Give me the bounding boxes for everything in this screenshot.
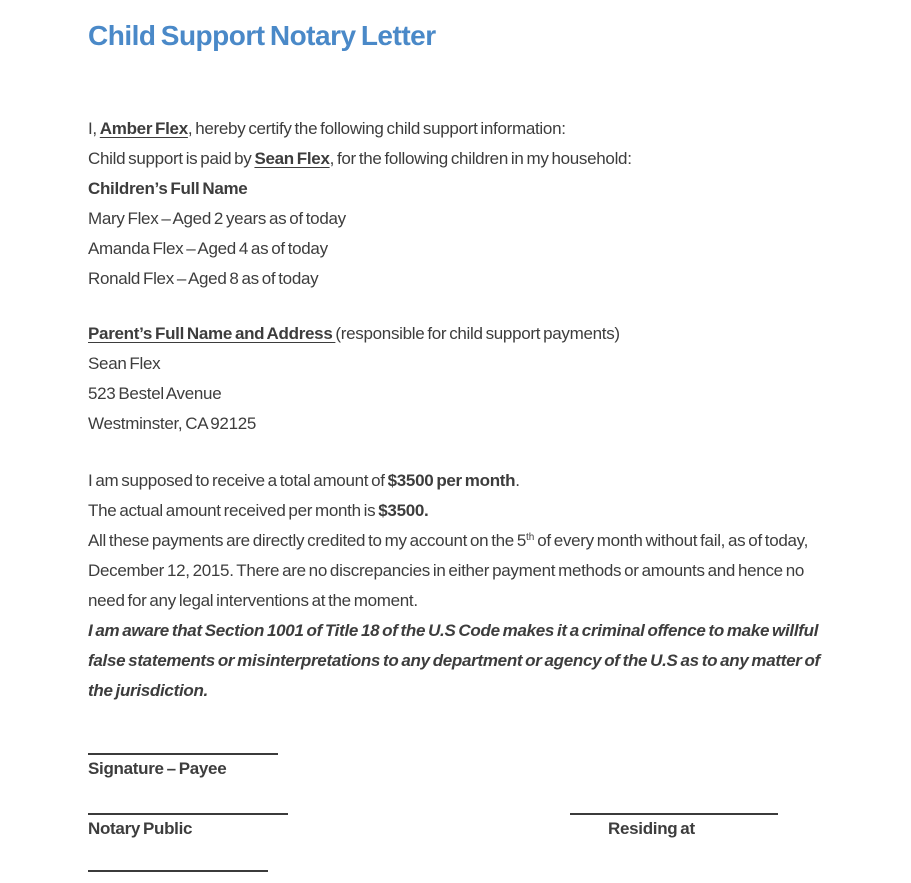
notary-label: Notary Public [88,819,193,838]
intro-line-1-post: , hereby certify the following child support information: [187,119,566,138]
payee-signature-label: Signature – Payee [88,759,227,778]
payee-name: Amber Flex [99,119,188,138]
parent-section [88,319,838,439]
residing-label: Residing at [608,819,695,838]
payer-name: Sean Flex [254,149,330,168]
child-entry: Mary Flex – Aged 2 years as of today [88,209,346,228]
signature-section [88,753,838,872]
child-entry: Amanda Flex – Aged 4 as of today [88,239,328,258]
legal-notice-paragraph: I am aware that Section 1001 of Title 18 of the U.S Code makes it a criminal offence to make willful false statements or misinterpretations to any department or agency of the U.S as to any matter of the jurisdiction. [88,621,820,700]
actual-amount-pre: The actual amount received per month is [88,501,379,520]
intro-line-2-pre: Child support is paid by [88,149,255,168]
intro-paragraph [88,114,838,174]
parent-heading [88,319,838,349]
actual-amount-line [88,496,838,526]
intro-line-2 [88,144,838,174]
child-entry: Ronald Flex – Aged 8 as of today [88,269,319,288]
parent-address-street: 523 Bestel Avenue [88,384,222,403]
notary-column [88,813,288,840]
expected-amount-post: . [515,471,520,490]
date-line [88,870,268,872]
children-heading [88,174,838,204]
ordinal-suffix: th [526,532,535,543]
expected-amount-line [88,466,838,496]
notary-residing-row [88,813,838,840]
expected-amount-value: $3500 per month [387,471,516,490]
expected-amount-pre: I am supposed to receive a total amount of [88,471,388,490]
children-section [88,174,838,294]
intro-line-1 [88,114,838,144]
document-body [88,114,838,706]
document-title: Child Support Notary Letter [88,20,436,51]
children-heading-text: Children’s Full Name [88,179,248,198]
payment-details-post: of every month without fail, as of today, December 12, 2015. There are no discrepancies in either payment methods or amounts and hence no need for any legal interventions at the moment. [88,531,809,610]
notary-signature-line [88,813,288,815]
residing-line [570,813,778,815]
payee-signature-line [88,753,278,755]
residing-column [570,813,778,840]
payment-details-paragraph [88,526,838,616]
parent-name: Sean Flex [88,354,161,373]
actual-amount-value: $3500. [378,501,429,520]
payment-details-pre: All these payments are directly credited to my account on the 5 [88,531,527,550]
parent-heading-note: (responsible for child support payments) [335,324,620,343]
parent-address-city: Westminster, CA 92125 [88,414,257,433]
intro-line-2-post: , for the following children in my household: [329,149,632,168]
payment-section [88,466,838,706]
intro-line-1-pre: I, [88,119,100,138]
parent-heading-text: Parent’s Full Name and Address [88,324,336,343]
